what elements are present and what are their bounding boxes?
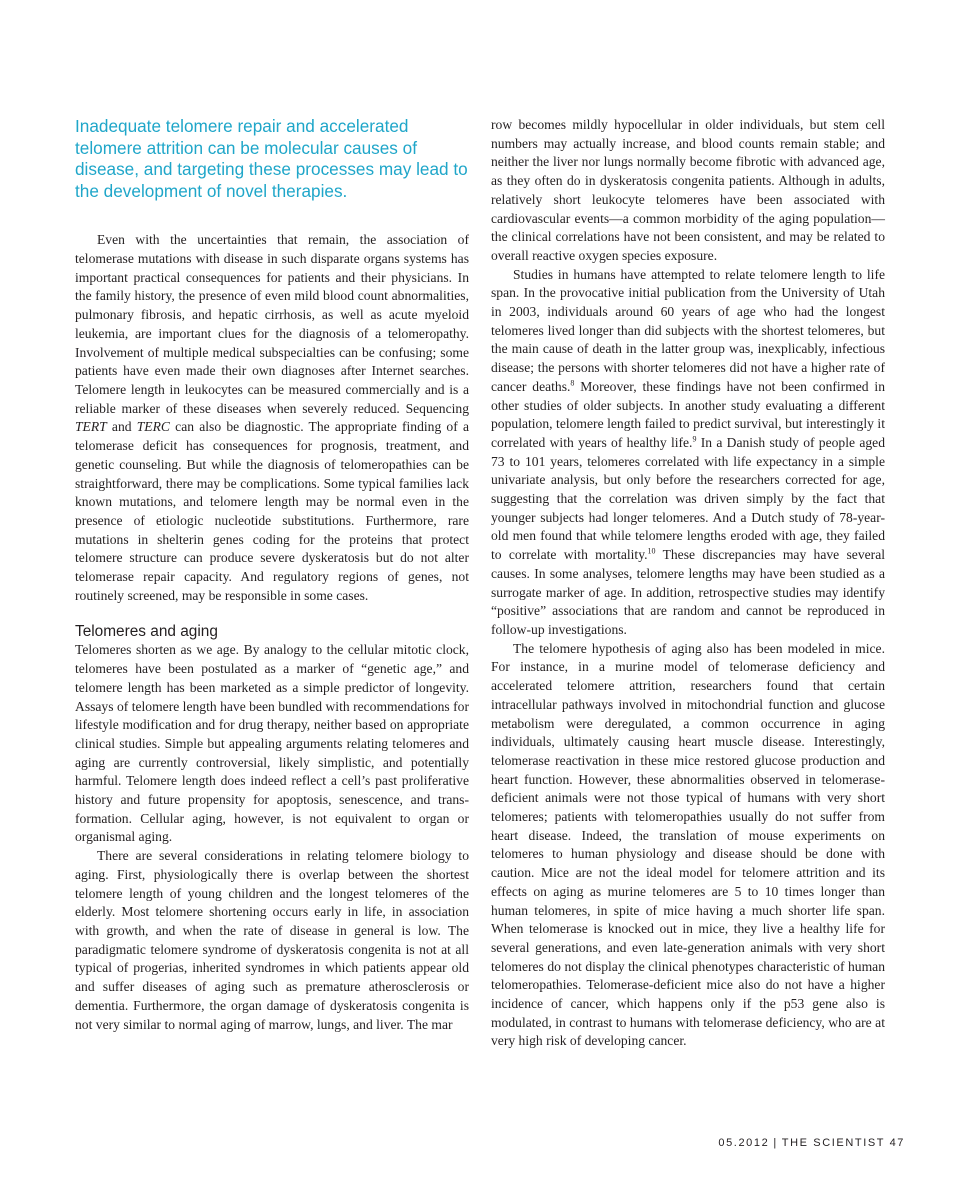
body-paragraph: row becomes mildly hypocellular in older individuals, but stem cell numbers may actually increase, and blood counts remain stable; and neither the liver nor lungs normally become fibrotic with advanced age, as they often do in dyskeratosis congenita patients. Although in adults, relatively short leukocyte telomeres have been associated with cardiovascular events—a common morbidity of the aging population—the clinical correlations have not been consistent, and may be related to overall reactive oxygen species exposure. bbox=[491, 117, 885, 263]
publication-name: THE SCIENTIST bbox=[781, 1137, 885, 1149]
page-number: 47 bbox=[889, 1137, 905, 1149]
body-paragraph: Telomeres shorten as we age. By analogy to the cellular mitotic clock, telomeres have been postulated as a marker of “genetic age,” and telomere length has been marketed as a simple predictor of longevity. Assays of telomere length have been bundled with recommendations for lifestyle modification and for drug therapy, neither based on appropriate clinical studies. Simple but appealing arguments relating telomeres and aging are currently controversial, likely simplistic, and potentially harmful. Telomere length does indeed reflect a cell’s past proliferative history and future propensity for apoptosis, senescence, and transformation. Cellular aging, however, is not equivalent to organ or organismal aging. bbox=[75, 642, 469, 845]
reference-marker: 9 bbox=[692, 434, 697, 444]
reference-marker: 10 bbox=[647, 546, 656, 556]
page-footer bbox=[640, 1137, 905, 1149]
left-column bbox=[75, 116, 469, 1034]
issue-date: 05.2012 bbox=[718, 1137, 770, 1149]
footer-separator: | bbox=[773, 1137, 778, 1149]
gene-name: TERT bbox=[75, 419, 107, 435]
body-paragraph: There are several considerations in relating telomere biology to aging. First, physiologically there is overlap between the shortest telomere length of young children and the longest telomeres of the elderly. Most telomere shortening occurs early in life, in association with growth, and when the rate of disease in general is low. The paradigmatic telomere syndrome of dyskeratosis congenita is not at all typical of progerias, inherited syndromes in which patients appear old and suffer diseases of aging such as premature atherosclerosis or dementia. Furthermore, the organ damage of dyskeratosis congenita is not very similar to normal aging of marrow, lungs, and liver. The mar bbox=[75, 848, 469, 1032]
reference-marker: 8 bbox=[570, 378, 575, 388]
body-paragraph: Studies in humans have attempted to relate telomere length to life span. In the provocative initial publication from the University of Utah in 2003, individuals around 60 years of age who had the longest telomeres lived longer than did subjects with the shortest telomeres, but the main cause of death in the latter group was, inexplicably, infectious disease; the persons with shorter telomeres did not have a higher rate of cancer deaths.$^8$ Moreover, these findings have not been confirmed in other studies of older subjects. In another study evaluating a different population, telomere length failed to predict survival, but interestingly it correlated with years of healthy life.$^9$ In a Danish study of people aged 73 to 101 years, telomeres correlated with life expectancy in a simple univariate analysis, but only before the researchers corrected for age, suggesting that the correlation was driven simply by the fact that younger subjects had longer telomeres. And a Dutch study of 78-year-old men found that while telomere lengths eroded with age, they failed to correlate with mortality.$^{10}$ These discrepancies may have several causes. In some analyses, telomere lengths may have been studied as a surrogate marker of age. In addition, retrospective studies may identify “positive” associations that are random and cannot be reproduced in follow-up investigations. bbox=[491, 266, 886, 637]
gene-name: TERC bbox=[136, 419, 170, 435]
body-paragraph: Even with the uncertainties that remain, the association of telomerase mutations with disease in such disparate organs systems has important practical consequences for patients and their physicians. In the family history, the presence of even mild blood count abnormalities, pulmonary fibrosis, and hepatic cirrhosis, as well as acute myeloid leukemia, are important clues for the diagnosis of a telomeropathy. Involvement of multiple medical subspecialties can be confusing; some patients have even made their own diagnoses after Internet searches. Telomere length in leukocytes can be measured commercially and is a reliable marker of these diseases when severely reduced. Sequencing TERT and TERC can also be diagnostic. The appropriate finding of a telomerase deficit has consequences for prognosis, treatment, and genetic counseling. But while the diagnosis of telomeropathies can be straightforward, there may be complications. Some typical families lack known mutations, and telomere length may be normal even in the presence of etiologic nucleotide substitutions. Furthermore, rare mutations in shelterin genes coding for the proteins that protect telomere structure can produce severe dyskeratosis but do not alter telomerase repair capacity. And regulatory regions of genes, not routinely screened, may be responsible in some cases. bbox=[75, 232, 469, 603]
right-column bbox=[491, 116, 885, 1051]
section-heading: Telomeres and aging bbox=[75, 623, 218, 641]
body-paragraph: The telomere hypothesis of aging also has been modeled in mice. For instance, in a murine model of telomerase deficiency and accelerated telomere attrition, researchers found that certain intracellular pathways involved in mitochondrial function and glucose metabolism were deregulated, a common occurrence in aging individuals, ultimately causing heart muscle disease. Interestingly, telomerase reactivation in these mice restored glucose production and heart function. However, these abnormalities observed in telomerase-deficient animals were not those typical of humans with very short telomeres; patients with telomeropathies usually do not suffer from heart disease. Indeed, the translation of mouse experiments on telomeres to human physiology and disease should be done with caution. Mice are not the ideal model for telomere attrition and its effects on aging as murine telomeres are 5 to 10 times longer than human telomeres, in spite of mice having a much shorter life span. When telomerase is knocked out in mice, they live a healthy life for several generations, and even late-generation animals with very short telomeres do not display the clinical phenotypes characteristic of human telomeropathies. Telomerase-deficient mice also do not have a higher incidence of cancer, which happens only if the p53 gene also is modulated, in contrast to humans with telomerase deficiency, who are at very high risk of developing cancer. bbox=[491, 640, 885, 1049]
pull-quote: Inadequate telomere repair and accelerated telomere attrition can be molecular causes of disease, and targeting these processes may lead to the development of novel therapies. bbox=[75, 116, 468, 201]
